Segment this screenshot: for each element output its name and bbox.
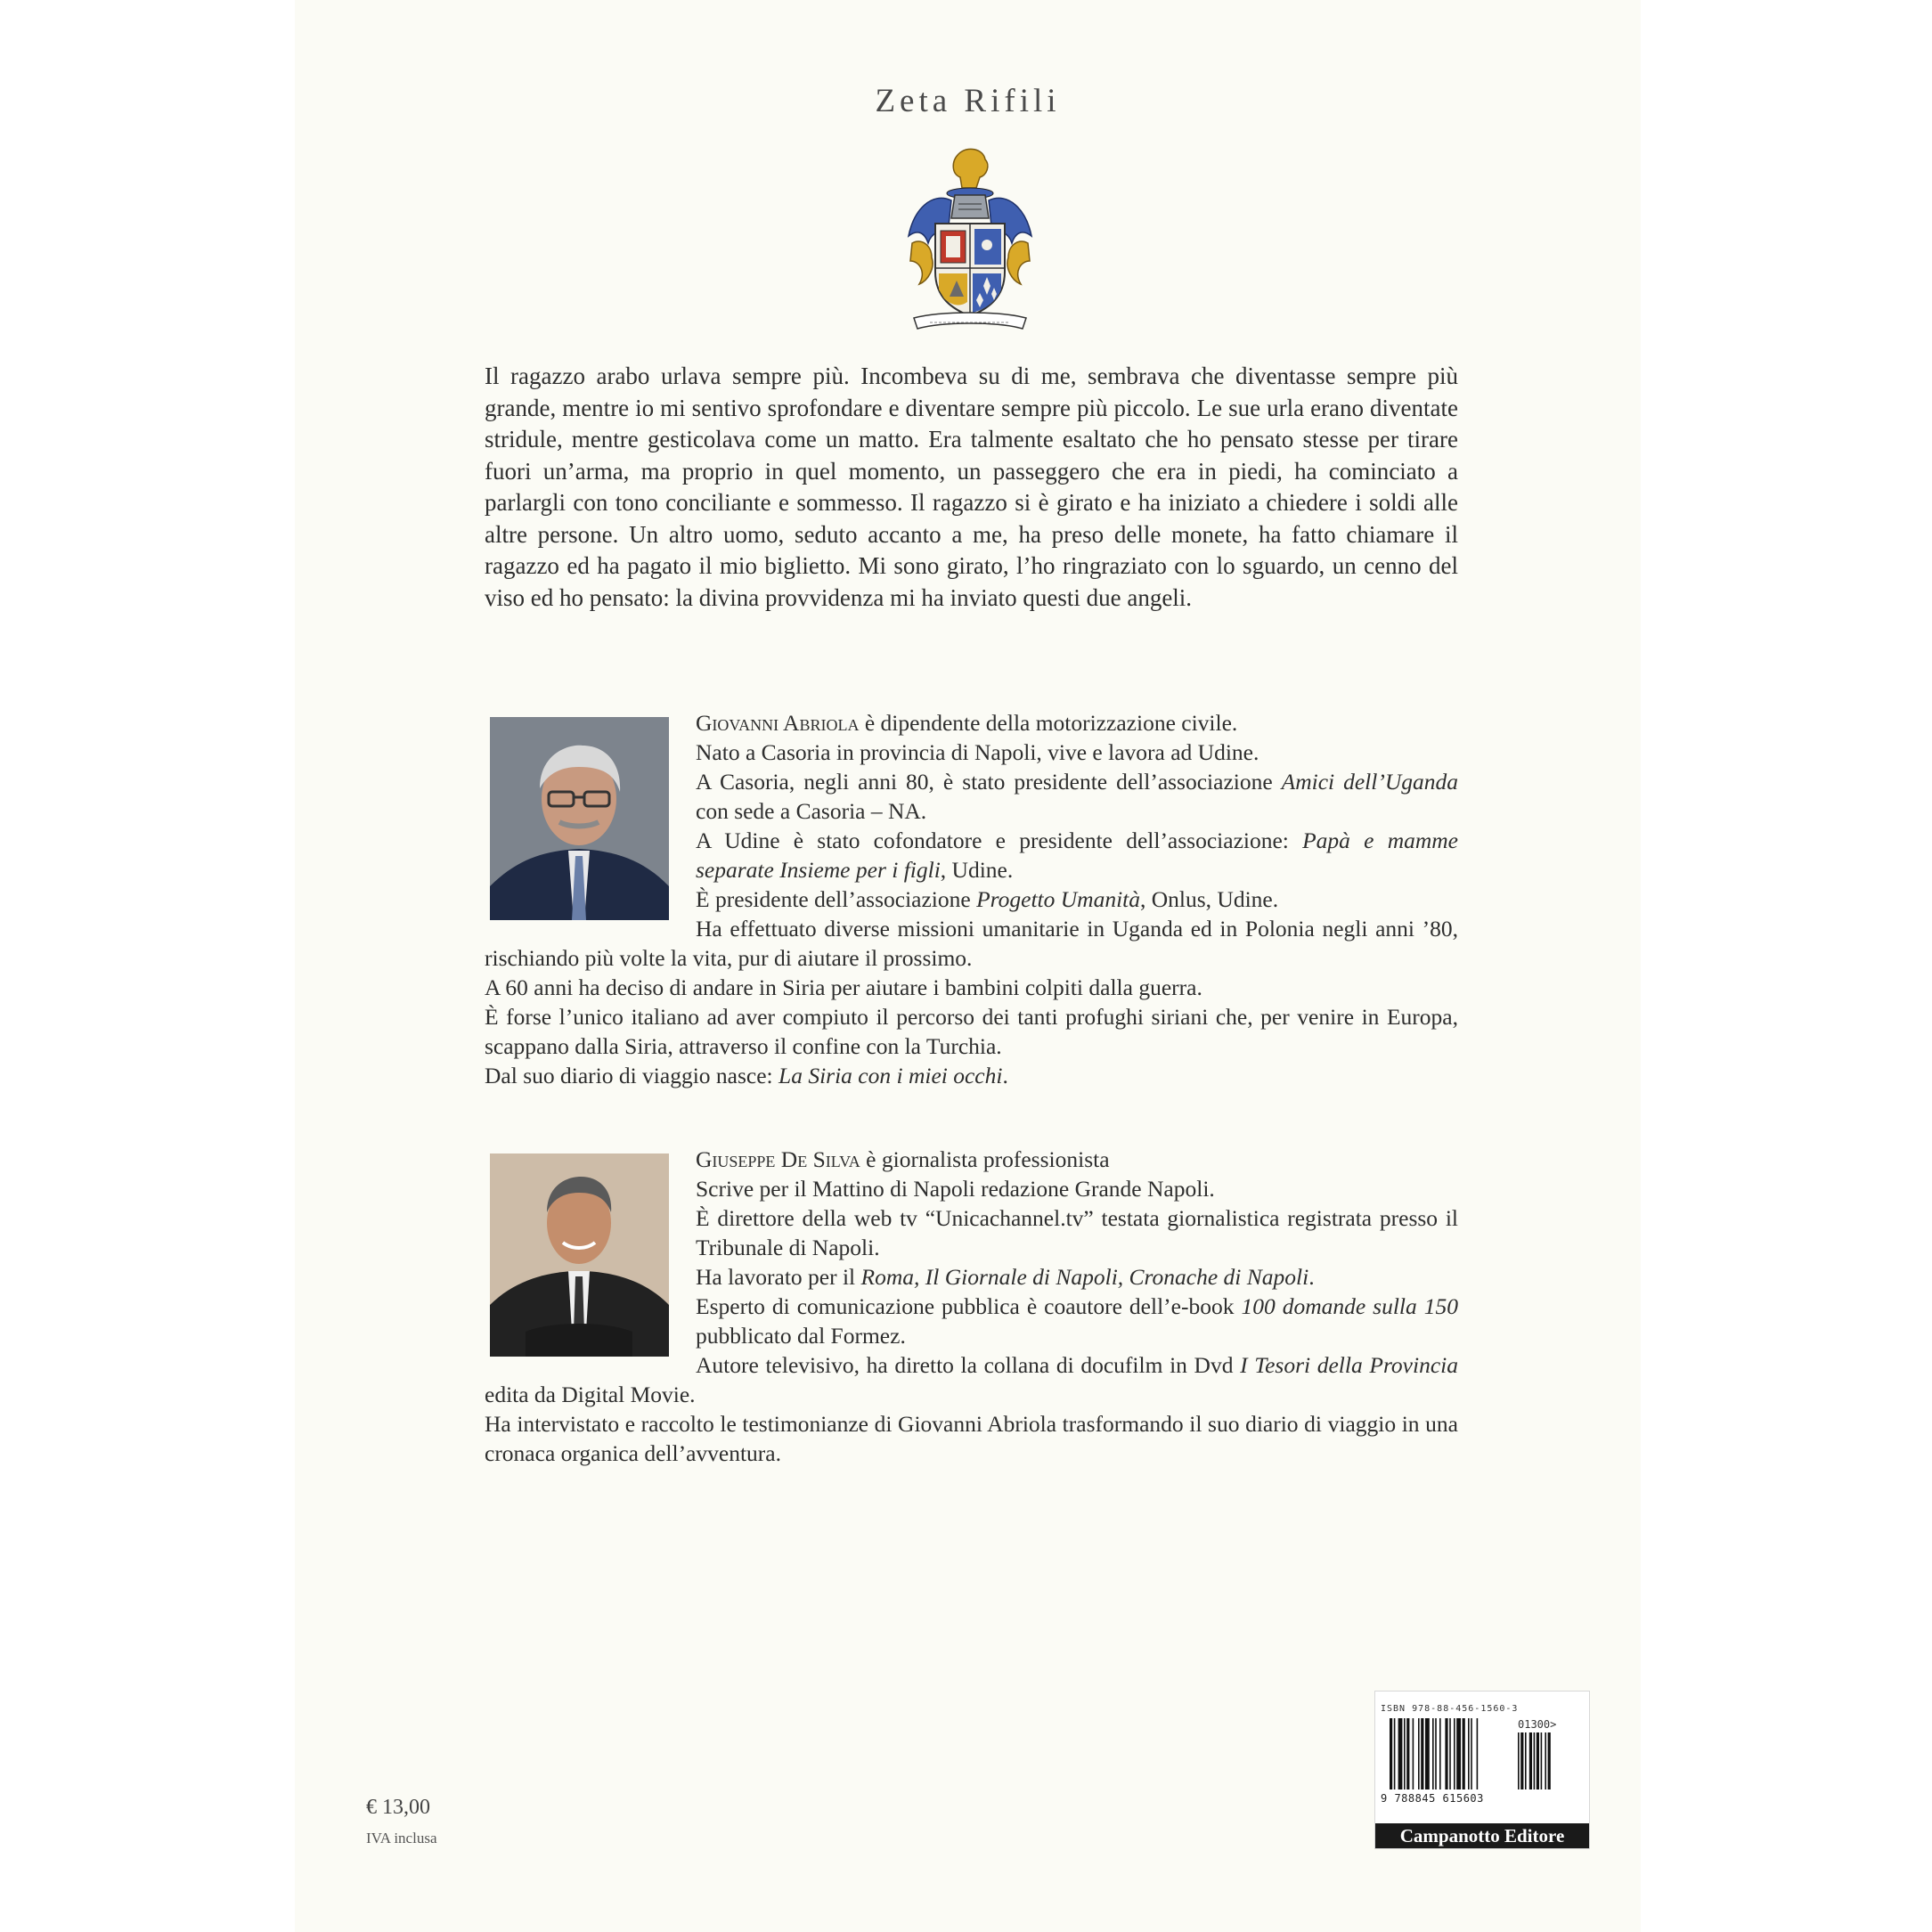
price: € 13,00 (366, 1796, 430, 1819)
back-cover (295, 0, 1641, 1932)
barcode-addon-text: 01300> (1518, 1718, 1557, 1731)
author-bio-de-silva: Giuseppe De Silva è giornalista professionista Scrive per il Mattino di Napoli redazione Grande Napoli. È direttore della web tv “Unicachannel.tv” testata giornalistica registrata presso il Tribunale di Napoli. Ha lavorato per il Roma, Il Giornale di Napoli, Cronache di Napoli. Esperto di comunicazione pubblica è coautore dell’e-book 100 domande sulla 150 pubblicato dal Formez. Autore televisivo, ha diretto la collana di docufilm in Dvd I Tesori della Provincia edita da Digital Movie. Ha intervistato e raccolto le testimonianze di Giovanni Abriola trasformando il suo diario di viaggio in una cronaca organica dell’avventura. (485, 1146, 1458, 1466)
coat-of-arms-icon (905, 147, 1035, 334)
publisher-name: Campanotto Editore (1375, 1823, 1589, 1848)
vat-note: IVA inclusa (366, 1830, 437, 1846)
portrait-icon (490, 717, 669, 920)
author-bio-abriola: Giovanni Abriola è dipendente della motorizzazione civile. Nato a Casoria in provincia di Napoli, vive e lavora ad Udine. A Casoria, negli anni 80, è stato presidente dell’associazione Amici dell’Uganda con sede a Casoria – NA. A Udine è stato cofondatore e presidente dell’associazione: Papà e mamme separate Insieme per i figli, Udine. È presidente dell’associazione Progetto Umanità, Onlus, Udine. Ha effettuato diverse missioni umanitarie in Uganda ed in Polonia negli anni ’80, rischiando più volte la vita, pur di aiutare il prossimo. A 60 anni ha deciso di andare in Siria per aiutare i bambini colpiti dalla guerra. È forse l’unico italiano ad aver compiuto il percorso dei tanti profughi siriani che, per venire in Europa, scappano dalla Siria, attraverso il confine con la Turchia. Dal suo diario di viaggio nasce: La Siria con i miei occhi. (485, 710, 1459, 1088)
excerpt-paragraph: Il ragazzo arabo urlava sempre più. Incombeva su di me, sembrava che diventasse sempre più grande, mentre io mi sentivo sprofondare e diventare sempre più piccolo. Le sue urla erano diventate stridule, mentre gesticolava come un matto. Era talmente esaltato che ho pensato stesse per tirare fuori un’arma, ma proprio in quel momento, un passeggero che era in piedi, ha cominciato a parlargli con tono conciliante e sommesso. Il ragazzo si è girato e ha iniziato a chiedere i soldi alle altre persone. Un altro uomo, seduto accanto a me, ha preso delle monete, ha fatto chiamare il ragazzo ed ha pagato il mio biglietto. Mi sono girato, l’ho ringraziato con lo sguardo, un cenno del viso ed ho pensato: la divina provvidenza mi ha inviato questi due angeli. (485, 363, 1458, 611)
author-photo-abriola (490, 717, 669, 920)
author-photo-de-silva (490, 1153, 669, 1357)
barcode-block (1374, 1691, 1590, 1849)
author-name-abriola: Giovanni Abriola (696, 710, 860, 736)
author-name-de-silva: Giuseppe De Silva (696, 1146, 860, 1172)
ean-number: 9 788845 615603 (1381, 1792, 1484, 1805)
series-title: Zeta Rifili (875, 83, 1061, 119)
portrait-icon (490, 1153, 669, 1357)
isbn-text: ISBN 978-88-456-1560-3 (1381, 1704, 1519, 1714)
